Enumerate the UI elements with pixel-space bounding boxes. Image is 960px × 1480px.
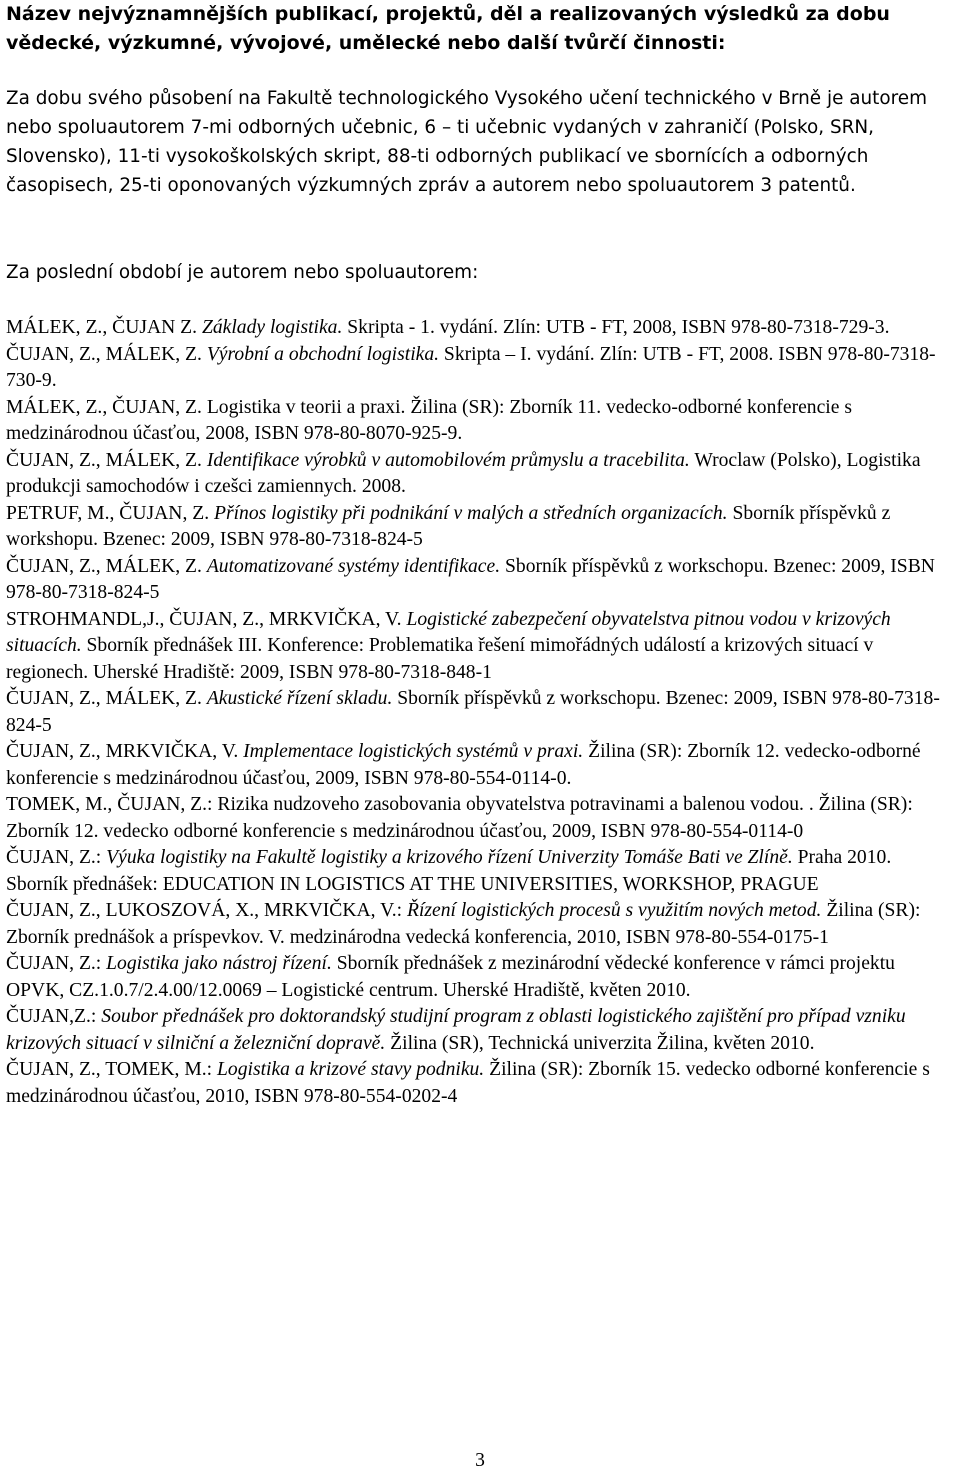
publication-details: Sborník přednášek III. Konference: Problematika řešení mimořádných událostí a krizových situací v regionech. Uherské Hradiště: 2009, ISBN 978-80-7318-848-1 <box>6 635 874 683</box>
publication-item <box>6 315 956 342</box>
publication-title: Základy logistika. <box>201 317 343 338</box>
publication-details: Wroclaw (Polsko), Logistika produkcji samochodów i czešci zamiennych. 2008. <box>6 449 921 497</box>
publication-title: Řízení logistických procesů s využitím nových metod. <box>406 900 822 921</box>
heading-line-2: vědecké, výzkumné, vývojové, umělecké nebo další tvůrčí činnosti: <box>6 32 726 54</box>
publication-title: Přínos logistiky při podnikání v malých a středních organizacích. <box>214 502 728 524</box>
publication-item <box>6 898 956 951</box>
publication-title: Akustické řízení skladu. <box>206 688 393 709</box>
publication-authors: PETRUF, M., ČUJAN, Z. <box>6 502 215 524</box>
publication-item <box>6 395 956 448</box>
publication-title: Identifikace výrobků v automobilovém průmyslu a tracebilita. <box>206 449 690 471</box>
intro-paragraph: Za dobu svého působení na Fakultě technologického Vysokého učení technického v Brně je autorem nebo spoluautorem 7-mi odborných učebnic, 6 – ti učebnic vydaných v zahraničí (Polsko, SRN, Slovensko), 11-ti vysokoškolských skript, 88-ti odborných publikací ve sbornících a odborných časopisech, 25-ti oponovaných výzkumných zpráv a autorem nebo spoluautorem 3 patentů. <box>6 88 928 196</box>
publication-title: Implementace logistických systémů v praxi. <box>243 741 584 762</box>
publication-authors: MÁLEK, Z., ČUJAN, Z. <box>6 396 207 418</box>
publication-authors: ČUJAN, Z.: <box>6 953 107 974</box>
publication-details: Sborník příspěvků z workschopu. Bzenec: 2009, ISBN 978-80-7318-824-5 <box>6 688 940 736</box>
publication-item <box>6 448 956 501</box>
publication-authors: ČUJAN, Z., MÁLEK, Z. <box>6 343 207 365</box>
publication-title: Výuka logistiky na Fakultě logistiky a krizového řízení Univerzity Tomáše Bati ve Zlíně. <box>106 847 793 868</box>
publication-item <box>6 739 956 792</box>
publication-authors: ČUJAN, Z., LUKOSZOVÁ, X., MRKVIČKA, V.: <box>6 900 407 921</box>
publication-item <box>6 951 956 1004</box>
publication-details: Žilina (SR): Zborník 15. vedecko odborné konferencie s medzinárodnou účasťou, 2010, ISBN 978-80-554-0202-4 <box>6 1059 930 1107</box>
page-number: 3 <box>475 1450 485 1471</box>
publication-title: Logistika jako nástroj řízení. <box>106 953 332 974</box>
publication-item <box>6 342 956 395</box>
publication-item <box>6 845 956 898</box>
publication-item <box>6 792 956 845</box>
publication-details: Sborník přednášek z mezinárodní vědecké konference v rámci projektu OPVK, CZ.1.0.7/2.4.00/12.0069 – Logistické centrum. Uherské Hradiště, květen 2010. <box>6 953 895 1001</box>
publication-details: Žilina (SR): Zborník 12. vedecko-odborné konferencie s medzinárodnou účasťou, 2009, ISBN 978-80-554-0114-0. <box>6 741 921 789</box>
publication-title: Logistika a krizové stavy podniku. <box>217 1059 485 1080</box>
section-heading <box>6 0 956 58</box>
publication-authors: ČUJAN, Z., MÁLEK, Z. <box>6 555 207 577</box>
publication-item <box>6 554 956 607</box>
publication-title: Automatizované systémy identifikace. <box>206 555 501 577</box>
publication-authors: ČUJAN, Z., MÁLEK, Z. <box>6 688 207 709</box>
publication-authors: ČUJAN, Z., MRKVIČKA, V. <box>6 741 244 762</box>
publication-authors: ČUJAN, Z., TOMEK, M.: <box>6 1059 218 1080</box>
publication-title: Logistické zabezpečení obyvatelstva pitnou vodou v krizových situacích. <box>6 608 891 656</box>
publication-title: Výrobní a obchodní logistika. <box>206 343 440 365</box>
publication-authors: STROHMANDL,J., ČUJAN, Z., MRKVIČKA, V. <box>6 608 407 630</box>
publication-item <box>6 607 956 687</box>
publication-authors: MÁLEK, Z., ČUJAN Z. <box>6 317 202 338</box>
publication-details: Sborník příspěvků z workschopu. Bzenec: 2009, ISBN 978-80-7318-824-5 <box>6 555 935 603</box>
publication-details: Skripta – I. vydání. Zlín: UTB - FT, 2008. ISBN 978-80-7318-730-9. <box>6 343 936 391</box>
subheading: Za poslední období je autorem nebo spoluautorem: <box>6 262 479 283</box>
publication-details: Skripta - 1. vydání. Zlín: UTB - FT, 2008, ISBN 978-80-7318-729-3. <box>342 317 890 338</box>
publication-details: Logistika v teorii a praxi. Žilina (SR): Zborník 11. vedecko-odborné konferencie s medzinárodnou účasťou, 2008, ISBN 978-80-8070-925-9. <box>6 396 852 444</box>
publication-details: : Rizika nudzoveho zasobovania obyvatelstva potravinami a balenou vodou. . Žilina (SR): Zborník 12. vedecko odborné konferencie s medzinárodnou účasťou, 2009, ISBN 978-80-554-0114-0 <box>6 794 913 842</box>
publication-authors: ČUJAN,Z.: <box>6 1006 102 1027</box>
publication-details: Sborník příspěvků z workshopu. Bzenec: 2009, ISBN 978-80-7318-824-5 <box>6 502 891 550</box>
publication-item <box>6 1004 956 1057</box>
publication-list <box>6 315 956 1110</box>
publication-item <box>6 686 956 739</box>
publication-item <box>6 501 956 554</box>
publication-authors: ČUJAN, Z.: <box>6 847 107 868</box>
publication-title: Soubor přednášek pro doktorandský studijní program z oblasti logistického zajištění pro případ vzniku krizových situací v silniční a železniční dopravě. <box>6 1006 906 1054</box>
publication-details: Praha 2010. Sborník přednášek: EDUCATION IN LOGISTICS AT THE UNIVERSITIES, WORKSHOP, PRAGUE <box>6 847 892 895</box>
publication-authors: TOMEK, M., ČUJAN, Z. <box>6 794 208 815</box>
publication-authors: ČUJAN, Z., MÁLEK, Z. <box>6 449 207 471</box>
publication-item <box>6 1057 956 1110</box>
publication-details: Žilina (SR), Technická univerzita Žilina, květen 2010. <box>385 1032 815 1054</box>
heading-line-1: Název nejvýznamnějších publikací, projektů, děl a realizovaných výsledků za dobu <box>6 3 890 25</box>
publication-details: Žilina (SR): Zborník prednášok a príspevkov. V. medzinárodna vedecká konferencia, 2010, ISBN 978-80-554-0175-1 <box>6 900 921 948</box>
